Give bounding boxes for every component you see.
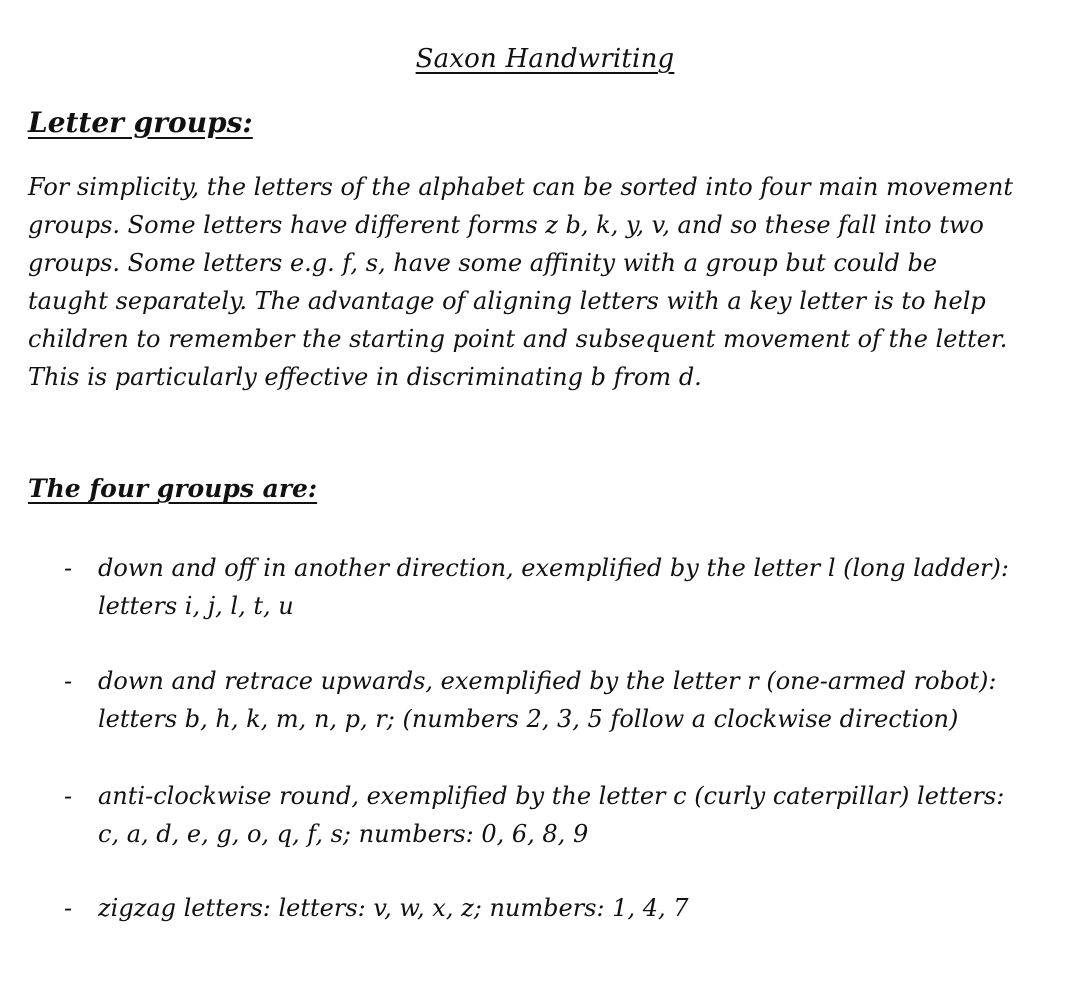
intro-line: taught separately. The advantage of aligning letters with a key letter is to help: [28, 287, 986, 315]
intro-line: This is particularly effective in discriminating b from d.: [28, 363, 702, 391]
intro-line: For simplicity, the letters of the alphabet can be sorted into four main movement: [28, 173, 1014, 201]
group-line: anti-clockwise round, exemplified by the letter c (curly caterpillar) letters:: [98, 782, 1005, 810]
group-line: down and off in another direction, exemplified by the letter l (long ladder):: [98, 554, 1009, 582]
group-line: letters b, h, k, m, n, p, r; (numbers 2, 3, 5 follow a clockwise direction): [98, 705, 959, 733]
bullet-dash: -: [64, 894, 73, 922]
group-text: [98, 777, 1078, 853]
intro-paragraph: [28, 168, 1078, 396]
bullet-dash: -: [64, 782, 73, 810]
intro-line: groups. Some letters have different forms z b, k, y, v, and so these fall into two: [28, 211, 984, 239]
intro-line: groups. Some letters e.g. f, s, have some affinity with a group but could be: [28, 249, 938, 277]
group-line: zigzag letters: letters: v, w, x, z; numbers: 1, 4, 7: [98, 894, 689, 922]
intro-line: children to remember the starting point and subsequent movement of the letter.: [28, 325, 1008, 353]
bullet-dash: -: [64, 667, 73, 695]
group-line: down and retrace upwards, exemplified by the letter r (one-armed robot):: [98, 667, 997, 695]
document-title: Saxon Handwriting: [415, 44, 675, 74]
group-text: [98, 889, 1078, 927]
bullet-dash: -: [64, 554, 73, 582]
letter-groups-heading: Letter groups:: [28, 106, 253, 139]
group-line: letters i, j, l, t, u: [98, 592, 294, 620]
group-line: c, a, d, e, g, o, q, f, s; numbers: 0, 6, 8, 9: [98, 820, 589, 848]
four-groups-heading: The four groups are:: [28, 474, 318, 503]
group-text: [98, 662, 1078, 738]
group-text: [98, 549, 1078, 625]
